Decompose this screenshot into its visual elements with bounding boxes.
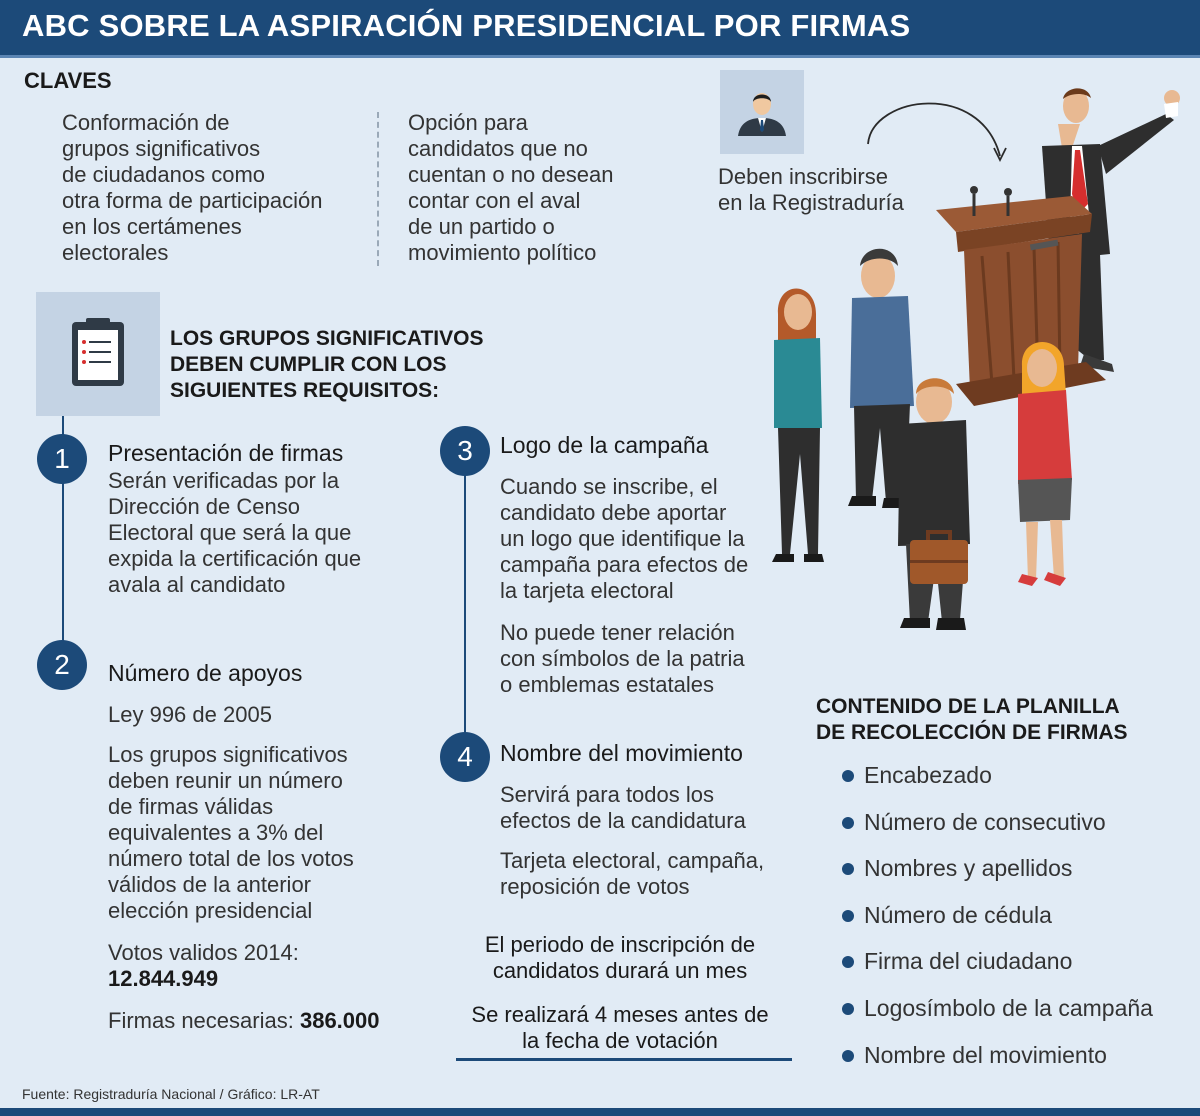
timeline-line-right [464, 448, 466, 738]
claves-col-1 [62, 110, 362, 266]
title-bar [0, 0, 1200, 58]
text-line: Cuando se inscribe, el [500, 474, 718, 499]
step-number-2: 2 [37, 640, 87, 690]
list-item: Número de cédula [842, 900, 1153, 947]
text-line: El periodo de inscripción de [484, 932, 756, 957]
text-line: deben reunir un número [108, 768, 343, 793]
text-line: Deben inscribirse [718, 164, 888, 189]
text-line: de un partido o [408, 214, 555, 239]
text-line: DEBEN CUMPLIR CON LOS [170, 353, 447, 376]
text-line: grupos significativos [62, 136, 261, 161]
periodo-note [440, 932, 800, 984]
text-line: SIGUIENTES REQUISITOS: [170, 379, 440, 402]
votos-value: 12.844.949 [108, 966, 219, 991]
text-line: la fecha de votación [522, 1028, 718, 1053]
step-text-4b [500, 848, 800, 900]
text-line: Electoral que será la que [108, 520, 352, 545]
requisitos-heading [170, 326, 530, 404]
woman-red-figure [1018, 342, 1072, 586]
step-number-3: 3 [440, 426, 490, 476]
text-line: candidato debe aportar [500, 500, 727, 525]
text-line: Se realizará 4 meses antes de [471, 1002, 769, 1027]
list-item: Logosímbolo de la campaña [842, 993, 1153, 1040]
text-line: No puede tener relación [500, 620, 735, 645]
contenido-heading [816, 694, 1176, 746]
step-text-1 [108, 468, 408, 598]
contenido-list [842, 760, 1153, 1086]
text-line: movimiento político [408, 240, 597, 265]
clipboard-icon [36, 292, 160, 416]
claves-heading: CLAVES [24, 68, 112, 93]
step-title-3: Logo de la campaña [500, 432, 709, 458]
text-line: avala al candidato [108, 572, 286, 597]
text-line: de firmas válidas [108, 794, 274, 819]
text-line: reposición de votos [500, 874, 690, 899]
step-title-2: Número de apoyos [108, 660, 303, 686]
text-line: DE RECOLECCIÓN DE FIRMAS [816, 721, 1128, 744]
text-line: electorales [62, 240, 169, 265]
text-line: campaña para efectos de [500, 552, 749, 577]
text-line: número total de los votos [108, 846, 354, 871]
realizara-note [440, 1002, 800, 1054]
votos-label: Votos validos 2014: [108, 940, 299, 965]
text-line: Conformación de [62, 110, 230, 135]
step-law-2: Ley 996 de 2005 [108, 702, 272, 727]
text-line: LOS GRUPOS SIGNIFICATIVOS [170, 327, 484, 350]
podium-illustration [760, 84, 1200, 644]
text-line: en los certámenes [62, 214, 242, 239]
text-line: candidatos durará un mes [492, 958, 748, 983]
text-line: Dirección de Censo [108, 494, 300, 519]
step-number-1: 1 [37, 434, 87, 484]
list-item: Número de consecutivo [842, 807, 1153, 854]
text-line: Tarjeta electoral, campaña, [500, 848, 765, 873]
firmas-label: Firmas necesarias: [108, 1008, 294, 1033]
step-text-2 [108, 742, 408, 924]
step-number-4: 4 [440, 732, 490, 782]
firmas-row [108, 1008, 380, 1034]
list-item: Nombres y apellidos [842, 853, 1153, 900]
text-line: expida la certificación que [108, 546, 362, 571]
bottom-bar [0, 1108, 1200, 1116]
text-line: un logo que identifique la [500, 526, 745, 551]
step-text-3 [500, 474, 800, 604]
list-item: Firma del ciudadano [842, 946, 1153, 993]
note-underline [456, 1058, 792, 1061]
list-item: Encabezado [842, 760, 1153, 807]
claves-col-2 [408, 110, 658, 266]
text-line: candidatos que no [408, 136, 588, 161]
text-line: en la Registraduría [718, 190, 904, 215]
step-text-4 [500, 782, 800, 834]
step-title-4: Nombre del movimiento [500, 740, 743, 766]
text-line: con símbolos de la patria [500, 646, 745, 671]
text-line: Servirá para todos los [500, 782, 714, 807]
text-line: otra forma de participación [62, 188, 323, 213]
text-line: Serán verificadas por la [108, 468, 340, 493]
list-item: Nombre del movimiento [842, 1040, 1153, 1087]
step-title-1: Presentación de firmas [108, 440, 344, 466]
text-line: equivalentes a 3% del [108, 820, 324, 845]
text-line: CONTENIDO DE LA PLANILLA [816, 695, 1120, 718]
text-line: o emblemas estatales [500, 672, 714, 697]
page-title: ABC SOBRE LA ASPIRACIÓN PRESIDENCIAL POR FIRMAS [22, 8, 911, 43]
text-line: Los grupos significativos [108, 742, 348, 767]
text-line: de ciudadanos como [62, 162, 266, 187]
step-text-3b [500, 620, 800, 698]
text-line: la tarjeta electoral [500, 578, 674, 603]
source-credit: Fuente: Registraduría Nacional / Gráfico: LR-AT [22, 1086, 320, 1102]
text-line: contar con el aval [408, 188, 581, 213]
text-line: válidos de la anterior [108, 872, 312, 897]
text-line: Opción para [408, 110, 528, 135]
text-line: cuentan o no desean [408, 162, 614, 187]
text-line: elección presidencial [108, 898, 313, 923]
text-line: efectos de la candidatura [500, 808, 746, 833]
firmas-value: 386.000 [299, 1008, 380, 1033]
claves-divider [377, 112, 379, 266]
